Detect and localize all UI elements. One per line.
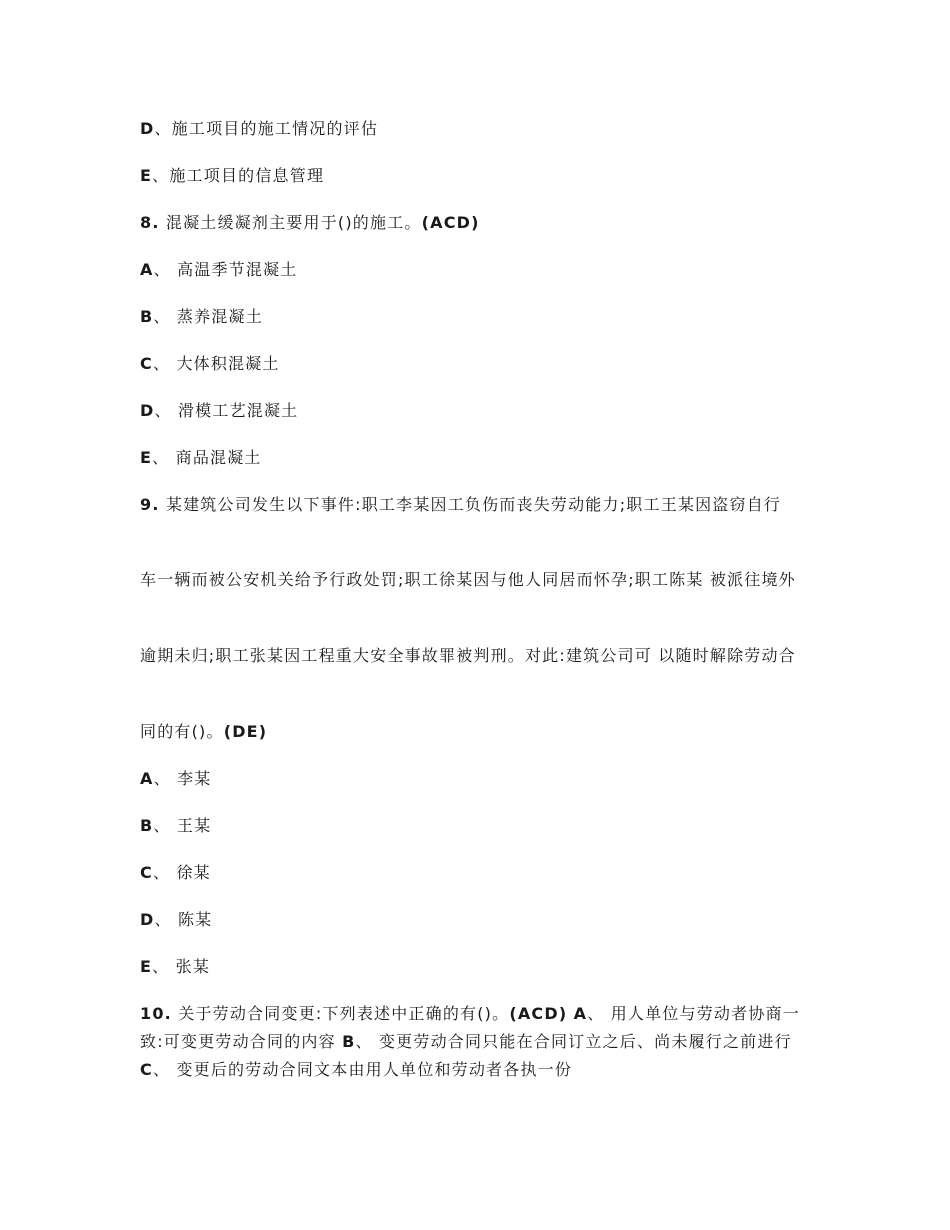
option-text: 、 陈某 <box>154 910 213 929</box>
question-answer: (DE) <box>223 722 268 741</box>
option-text: 、施工项目的信息管理 <box>152 166 325 185</box>
question-answer: (ACD) <box>421 213 480 232</box>
option-label: A <box>573 1004 588 1023</box>
question-text: 混凝土缓凝剂主要用于()的施工。 <box>159 213 422 232</box>
option-text: 、 商品混凝土 <box>152 448 262 467</box>
question-10-block <box>140 1000 820 1084</box>
question-number: 8. <box>140 213 160 232</box>
question-9-stem-part-4 <box>140 718 820 746</box>
option-label: C <box>140 1060 153 1079</box>
question-8-option-e <box>140 444 820 472</box>
option-text: 、 用人单位与劳动者协商一致:可变更劳动合同的内容 <box>140 1004 800 1051</box>
option-text: 、 大体积混凝土 <box>152 354 280 373</box>
question-9-option-d <box>140 906 820 934</box>
question-text: 同的有()。 <box>140 722 224 741</box>
option-label: D <box>140 119 155 138</box>
question-9-stem-part-3 <box>140 642 820 670</box>
question-answer: (ACD) <box>509 1004 568 1023</box>
question-9-option-c <box>140 859 820 887</box>
question-text: 关于劳动合同变更:下列表述中正确的有()。 <box>171 1004 510 1023</box>
option-text: 、 高温季节混凝土 <box>153 260 298 279</box>
option-e-item-7 <box>140 162 820 190</box>
question-number: 9. <box>140 495 160 514</box>
option-text: 、 变更后的劳动合同文本由用人单位和劳动者各执一份 <box>152 1060 573 1079</box>
question-text: 逾期未归;职工张某因工程重大安全事故罪被判刑。对此:建筑公司可 以随时解除劳动合 <box>140 646 796 665</box>
question-9-option-a <box>140 765 820 793</box>
option-d-item-7 <box>140 115 820 143</box>
option-label: C <box>140 354 153 373</box>
question-8-option-a <box>140 256 820 284</box>
option-text: 、 变更劳动合同只能在合同订立之后、尚未履行之前进行 <box>355 1032 792 1051</box>
option-label: B <box>342 1032 356 1051</box>
question-9-option-b <box>140 812 820 840</box>
option-text: 、 李某 <box>153 769 212 788</box>
option-label: E <box>140 957 153 976</box>
question-8-option-d <box>140 397 820 425</box>
option-label: D <box>140 401 155 420</box>
option-label: E <box>140 448 153 467</box>
option-label: B <box>140 816 154 835</box>
option-text: 、 徐某 <box>152 863 211 882</box>
question-text: 车一辆而被公安机关给予行政处罚;职工徐某因与他人同居而怀孕;职工陈某 被派往境外 <box>140 570 796 589</box>
question-8-stem <box>140 209 820 237</box>
option-text: 、 张某 <box>152 957 211 976</box>
option-label: E <box>140 166 153 185</box>
question-8-option-c <box>140 350 820 378</box>
question-number: 10. <box>140 1004 172 1023</box>
option-text: 、 王某 <box>153 816 212 835</box>
option-label: D <box>140 910 155 929</box>
option-text: 、 蒸养混凝土 <box>153 307 263 326</box>
question-9-option-e <box>140 953 820 981</box>
question-9-stem-part-2 <box>140 566 820 594</box>
option-text: 、 滑模工艺混凝土 <box>154 401 299 420</box>
question-9-stem-part-1 <box>140 491 820 519</box>
option-label: A <box>140 260 154 279</box>
question-text: 某建筑公司发生以下事件:职工李某因工负伤而丧失劳动能力;职工王某因盗窃自行 <box>159 495 782 514</box>
option-text: 、施工项目的施工情况的评估 <box>154 119 379 138</box>
option-label: B <box>140 307 154 326</box>
option-label: C <box>140 863 153 882</box>
option-label: A <box>140 769 154 788</box>
question-8-option-b <box>140 303 820 331</box>
